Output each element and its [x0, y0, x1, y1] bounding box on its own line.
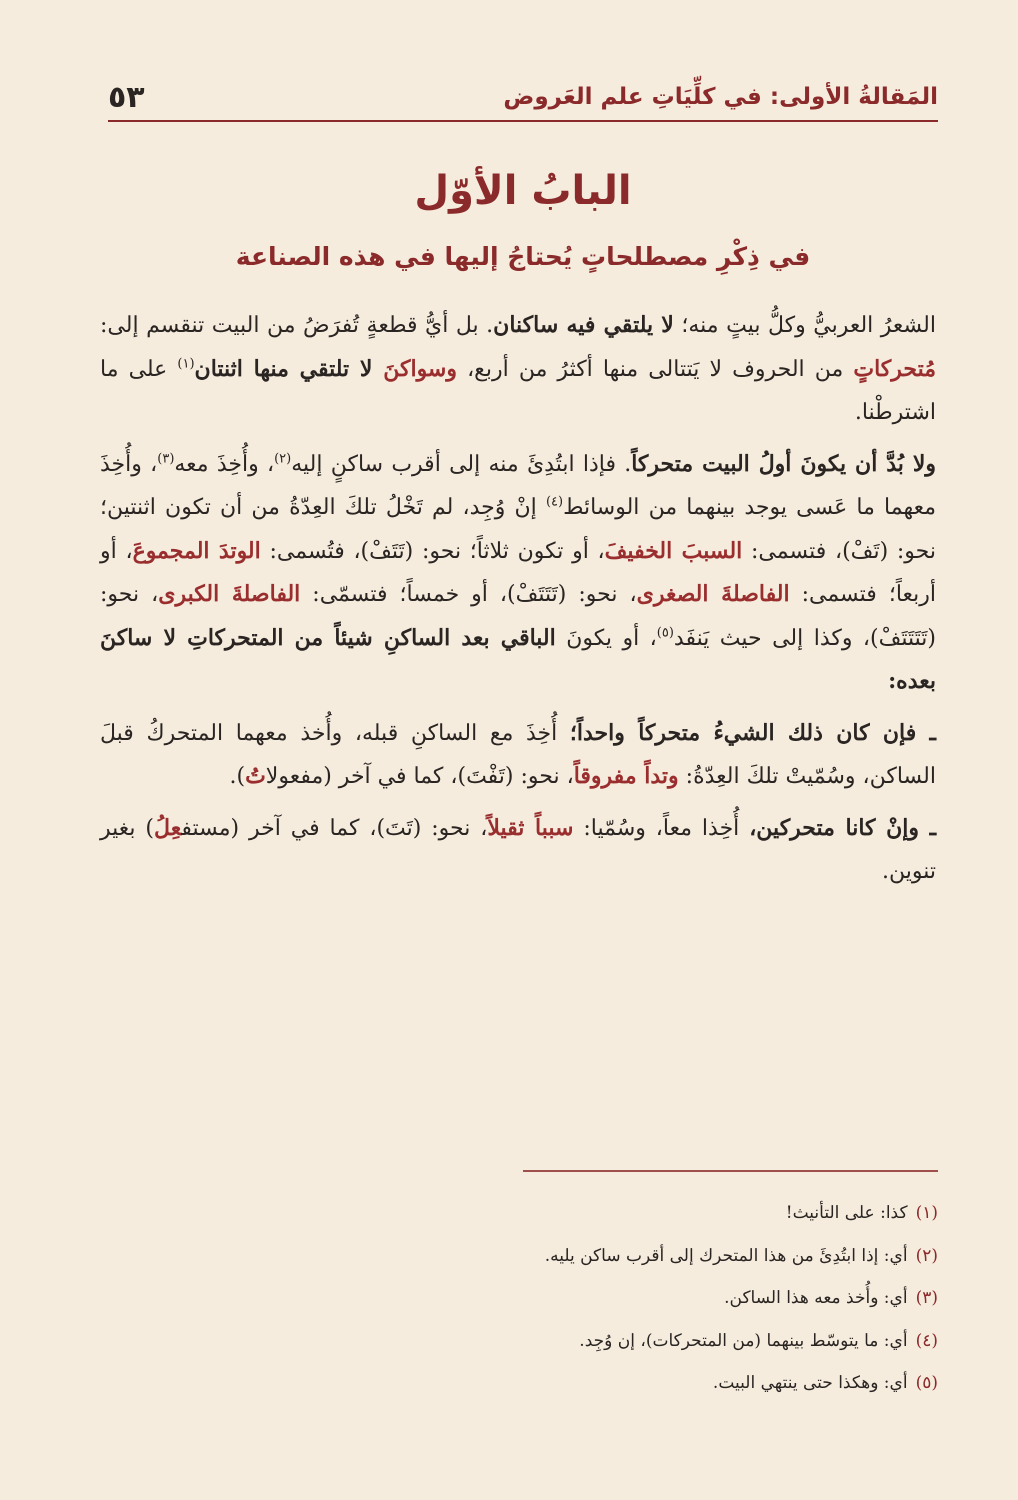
text-run: ، أو أربعاً؛ فتسمى:	[100, 538, 937, 607]
body-text	[100, 304, 936, 902]
text-run: ، نحو: (تَفْتَ)، كما في آخر (مفعولا	[265, 764, 574, 789]
running-header	[108, 78, 938, 122]
text-run: على ما اشترطْنا.	[100, 356, 936, 425]
chapter-title: البابُ الأوّل	[414, 168, 632, 214]
text-run: ، أو تكون ثلاثاً؛ نحو: (تَتَفْ)، فتُسمى:	[260, 538, 605, 564]
footnotes	[138, 1192, 938, 1405]
footnote-ref-3[interactable]: (٣)	[157, 451, 175, 467]
text-run: ، نحو: (تَتَتَفْ)، أو خمساً؛ فتسمّى:	[300, 582, 637, 607]
footnote-ref-2[interactable]: (٢)	[274, 451, 292, 467]
text-run: إنْ وُجِد، لم تَخْلُ تلكَ العِدّةُ من أن تكون اثنتين؛ نحو: (تَفْ)، فتسمى:	[100, 495, 936, 564]
term-mutaharrikat: مُتحركاتٍ	[853, 355, 937, 382]
footnote-ref-1[interactable]: (١)	[177, 356, 195, 372]
footnote-number: (٥)	[915, 1373, 938, 1393]
text-run: . بل أيُّ قطعةٍ تُفرَضُ من البيت تنقسم إلى:	[100, 313, 494, 338]
footnote-divider	[523, 1170, 938, 1172]
bold-phrase: لا تلتقي منها اثنتان	[194, 355, 384, 382]
text-run: الشعرُ العربيُّ وكلُّ بيتٍ منه؛	[673, 313, 936, 338]
text-run: ، أو يكونَ	[555, 625, 657, 651]
footnote-number: (٤)	[915, 1330, 938, 1351]
term-watad-majmu: الوتدَ المجموعَ	[132, 537, 261, 564]
text-run: من الحروف لا يَتتالى منها أكثرُ من أربع،	[457, 356, 854, 382]
term-fasila-kubra: الفاصلةَ الكبرى	[158, 581, 301, 607]
term-sabab-thaqil: سبباً ثقيلاً	[487, 814, 574, 841]
term-sawakin: وسواكنَ	[383, 355, 457, 382]
paragraph-4	[100, 807, 936, 894]
footnote-text: أي: وأُخذ معه هذا الساكن.	[724, 1288, 908, 1308]
footnote-5	[138, 1362, 938, 1405]
paragraph-2	[100, 443, 936, 704]
footnote-ref-5[interactable]: (٥)	[656, 625, 674, 641]
bold-phrase: ولا بُدَّ أن يكونَ أولُ البيت متحركاً	[631, 450, 936, 477]
term-sabab-khafif: السببَ الخفيفَ	[604, 537, 743, 564]
paragraph-3	[100, 712, 936, 799]
footnote-number: (٣)	[915, 1288, 938, 1308]
highlighted-syllable: عِلُ	[154, 814, 182, 841]
footnote-2	[138, 1235, 938, 1278]
text-run: . فإذا ابتُدِئَ منه إلى أقرب ساكنٍ إليه	[291, 451, 632, 477]
footnote-number: (٢)	[915, 1245, 938, 1266]
footnote-text: كذا: على التأنيث!	[785, 1203, 908, 1223]
chapter-subtitle: في ذِكْرِ مصطلحاتٍ يُحتاجُ إليها في هذه الصناعة	[235, 242, 811, 271]
bold-phrase: الباقي بعد الساكنِ شيئاً من المتحركاتِ لا ساكنَ بعده:	[100, 624, 936, 694]
footnote-number: (١)	[915, 1203, 938, 1223]
footnote-3	[138, 1277, 938, 1320]
text-run: أُخِذَ مع الساكنِ قبله، وأُخذ معهما المتحركُ قبلَ الساكن، وسُمّيتْ تلكَ العِدّةُ:	[100, 720, 936, 789]
text-run: أُخِذا معاً، وسُمّيا:	[573, 815, 750, 841]
page-number: ٥٣	[108, 80, 145, 115]
text-run: ).	[229, 764, 246, 789]
paragraph-1	[100, 304, 936, 435]
footnote-ref-4[interactable]: (٤)	[545, 494, 564, 510]
bold-phrase: ـ وإنْ كانا متحركين،	[749, 814, 937, 841]
footnote-1	[138, 1192, 938, 1235]
text-run: ، نحو: (تَتَتَتَفْ)، وكذا إلى حيث يَنفَد	[100, 582, 936, 651]
bold-phrase: لا يلتقي فيه ساكنان	[493, 312, 674, 338]
running-title: المَقالةُ الأولى: في كلِّيَاتِ علم العَروض	[503, 84, 938, 110]
text-run: ، نحو: (تَتَ)، كما في آخر (مستف	[181, 815, 488, 841]
highlighted-syllable: تُ	[245, 763, 266, 789]
footnote-text: أي: ما يتوسّط بينهما (من المتحركات)، إن وُجِد.	[579, 1330, 908, 1351]
text-run: ، وأُخِذَ معه	[174, 451, 275, 477]
term-watad-mafruq: وتداً مفروقاً	[573, 763, 679, 789]
text-run: ، وأُخِذَ معهما ما عَسى يوجد بينهما من الوسائط	[100, 451, 937, 520]
footnote-text: أي: وهكذا حتى ينتهي البيت.	[712, 1373, 908, 1393]
text-run: ) بغير تنوين.	[100, 815, 936, 884]
bold-phrase: ـ فإن كان ذلك الشيءُ متحركاً واحداً؛	[569, 719, 937, 746]
footnote-4	[138, 1320, 938, 1363]
footnote-text: أي: إذا ابتُدِئَ من هذا المتحرك إلى أقرب ساكن يليه.	[544, 1245, 908, 1266]
term-fasila-sughra: الفاصلةَ الصغرى	[636, 581, 790, 607]
